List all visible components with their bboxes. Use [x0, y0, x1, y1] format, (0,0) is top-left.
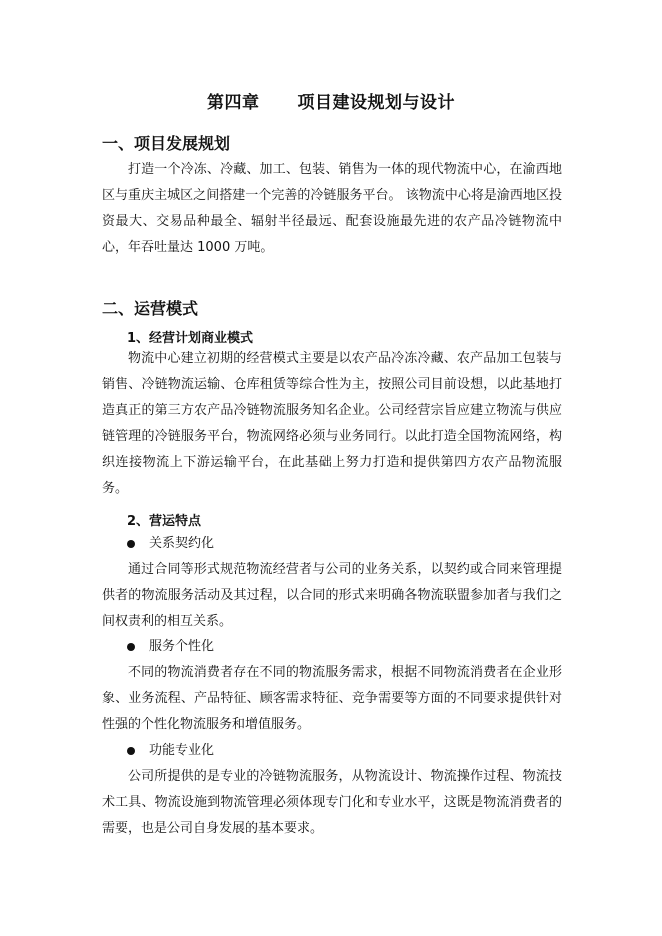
bullet-item [127, 534, 214, 554]
paragraph-feature: 通过合同等形式规范物流经营者与公司的业务关系，以契约或合同来管理提供者的物流服务活动及其过程，以合同的形式来明确各物流联盟参加者与我们之间权责利的相互关系。 [102, 562, 562, 629]
paragraph-feature: 不同的物流消费者存在不同的物流服务需求，根据不同物流消费者在企业形象、业务流程、产品特征、顾客需求特征、竞争需要等方面的不同要求提供针对性强的个性化物流服务和增值服务。 [102, 665, 562, 732]
paragraph-feature: 公司所提供的是专业的冷链物流服务，从物流设计、物流操作过程、物流技术工具、物流设施到物流管理必须体现专门化和专业水平，这既是物流消费者的需要，也是公司自身发展的基本要求。 [102, 769, 562, 836]
subsection-heading-business-model: 1、经营计划商业模式 [127, 331, 254, 346]
section-heading-operation-mode: 二、运营模式 [102, 299, 199, 318]
subsection-heading-operation-features: 2、营运特点 [127, 514, 202, 529]
bullet-label: 服务个性化 [149, 639, 215, 654]
paragraph-planning: 打造一个冷冻、冷藏、加工、包装、销售为一体的现代物流中心，在渝西地区与重庆主城区之间搭建一个完善的冷链服务平台。 该物流中心将是渝西地区投资最大、交易品种最全、辐射半径最远、配套设施最先进的农产品冷链物流中心，年吞吐量达 1000 万吨。 [102, 162, 562, 255]
chapter-title [0, 88, 662, 113]
section-heading-planning: 一、项目发展规划 [102, 134, 231, 153]
bullet-label: 功能专业化 [149, 743, 215, 758]
bullet-item [127, 637, 214, 657]
bullet-dot-icon [127, 540, 135, 548]
bullet-label: 关系契约化 [149, 536, 215, 551]
paragraph-business-model: 物流中心建立初期的经营模式主要是以农产品冷冻冷藏、农产品加工包装与销售、冷链物流运输、仓库租赁等综合性为主，按照公司目前设想，以此基地打造真正的第三方农产品冷链物流服务知名企业。公司经营宗旨应建立物流与供应链管理的冷链服务平台，物流网络必须与业务同行。以此打造全国物流网络，构织连接物流上下游运输平台，在此基础上努力打造和提供第四方农产品物流服务。 [102, 351, 562, 496]
bullet-item [127, 741, 214, 761]
chapter-name: 项目建设规划与设计 [297, 93, 455, 113]
bullet-dot-icon [127, 643, 135, 651]
chapter-number: 第四章 [207, 93, 260, 113]
bullet-dot-icon [127, 747, 135, 755]
